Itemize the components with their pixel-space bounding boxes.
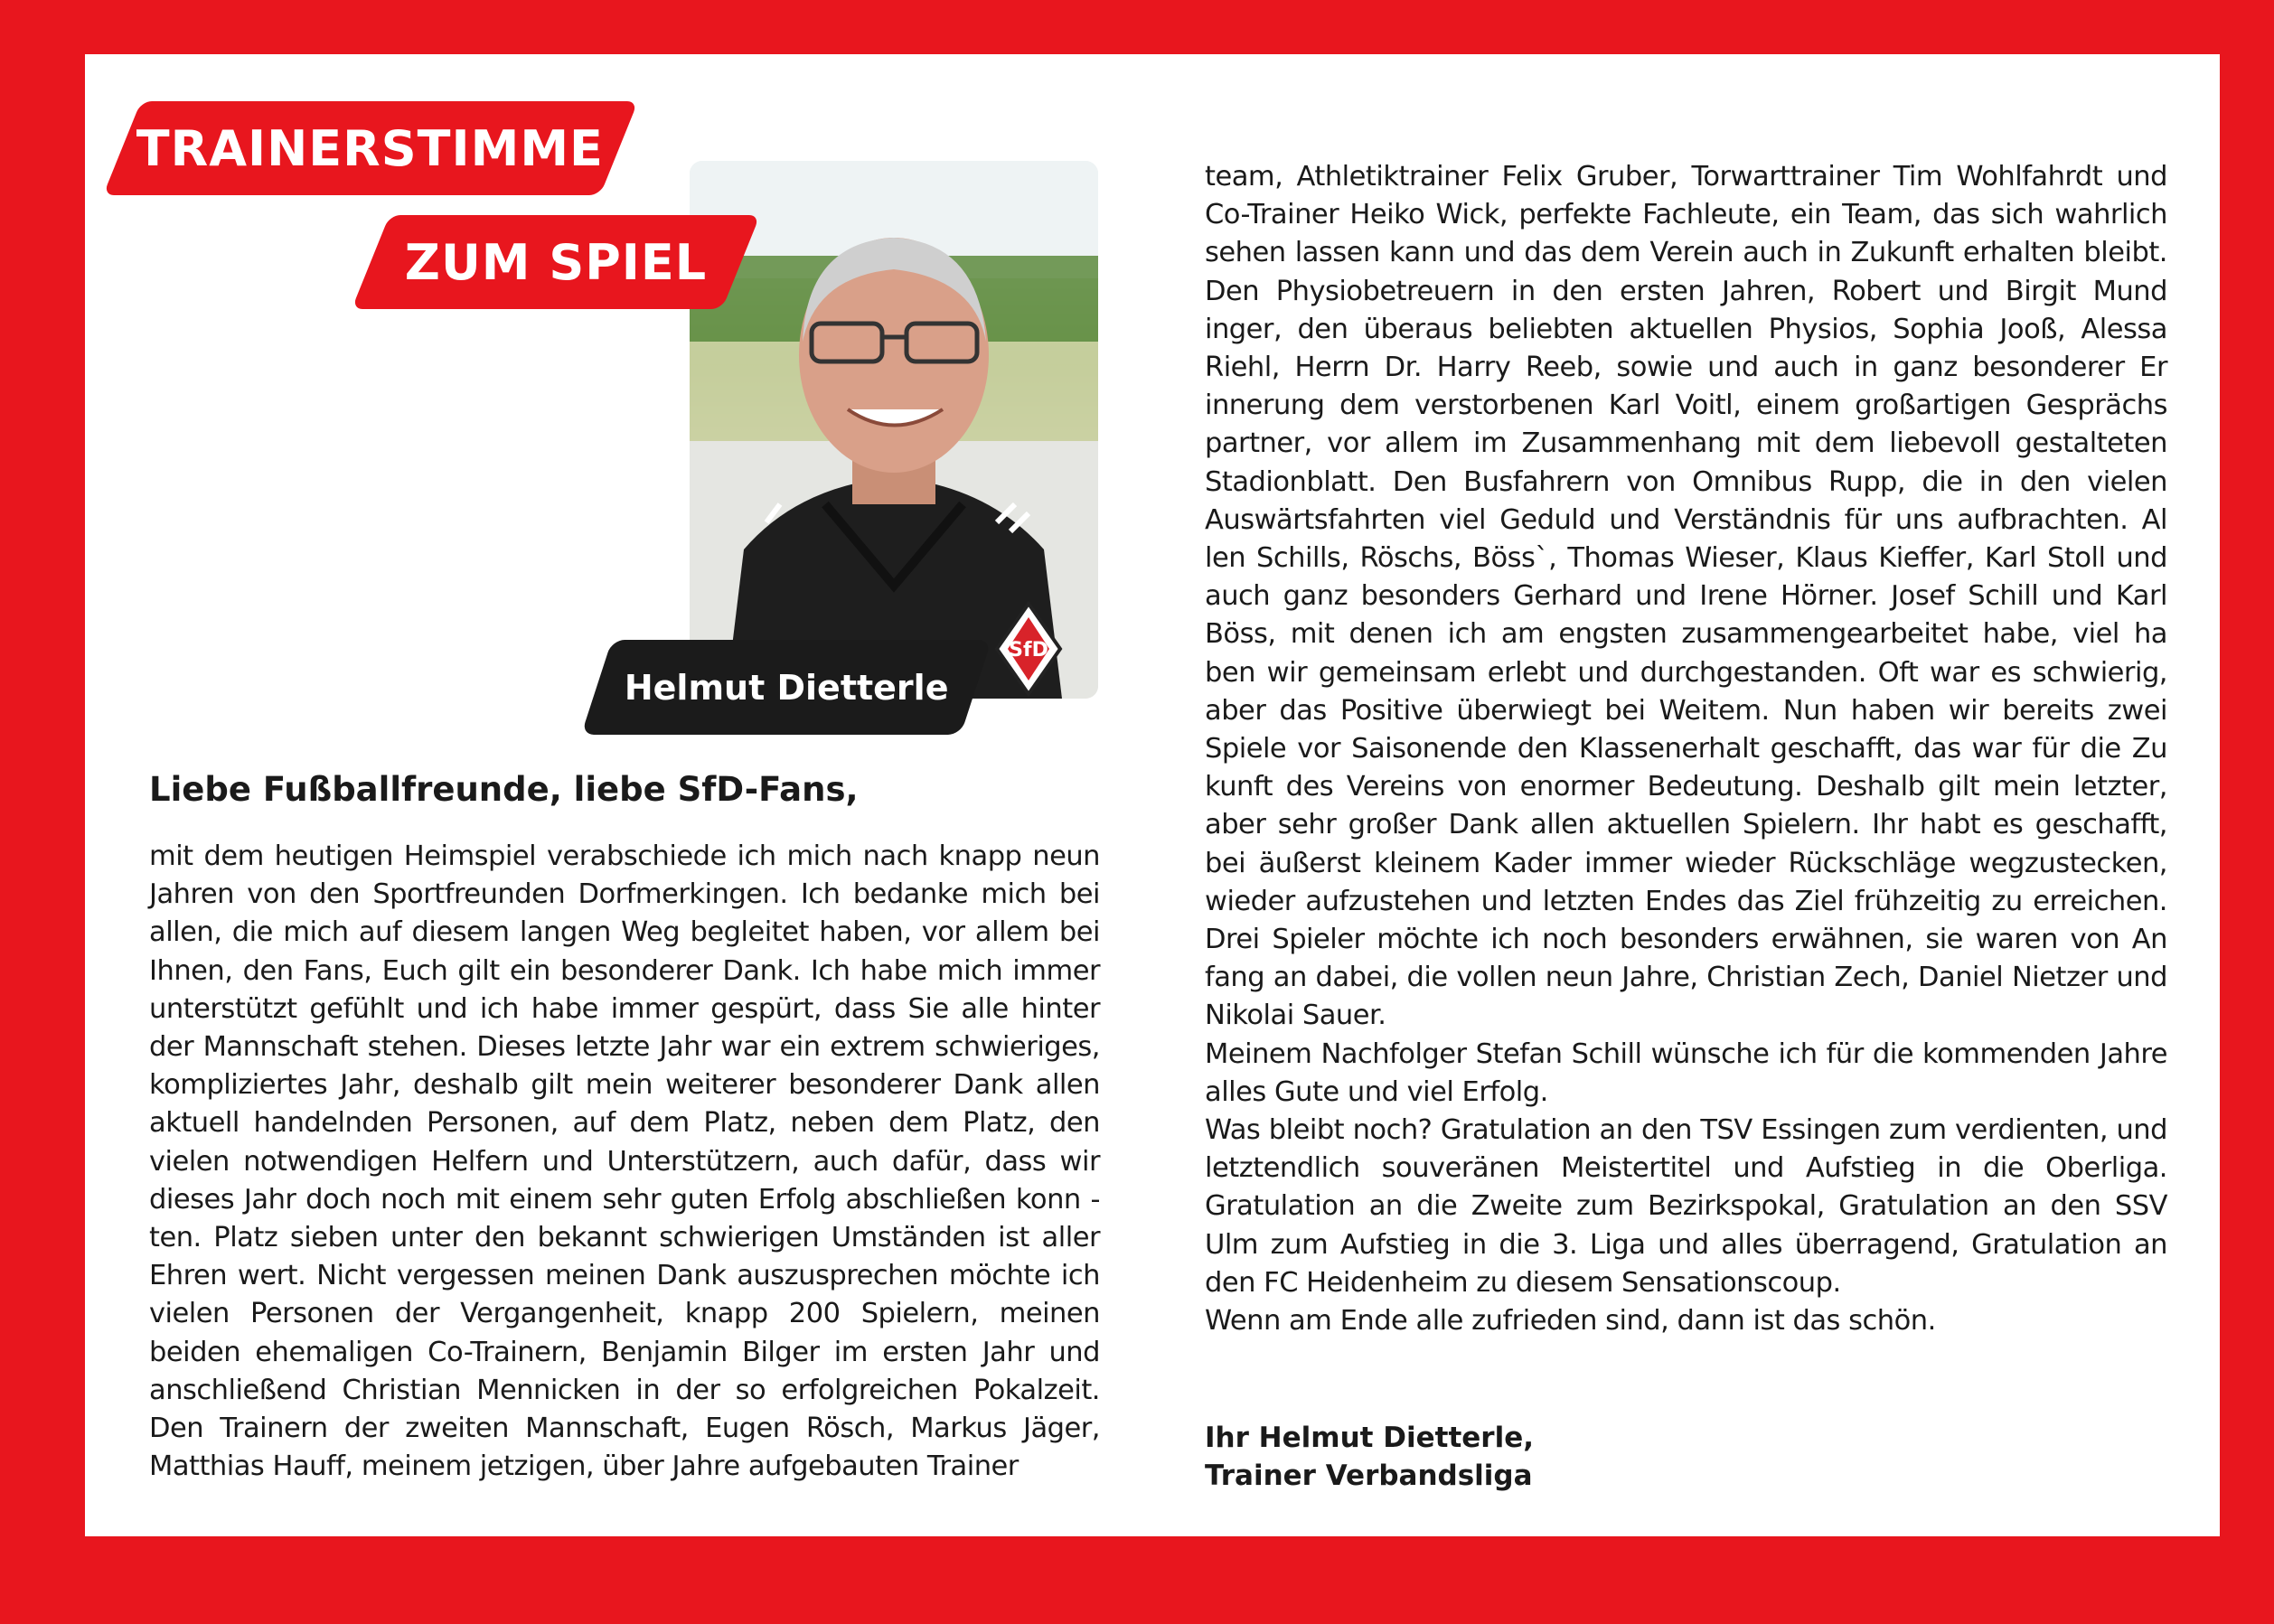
signature-name: Ihr Helmut Dietterle, [1205,1422,1535,1454]
paragraph: Meinem Nachfolger Stefan Schill wünsche ich für die kommenden Jahre alles Gute und viel Erfolg. [1205,1037,2167,1108]
greeting-heading: Liebe Fußballfreunde, liebe SfD-Fans, [149,770,859,809]
trainer-portrait-illustration [690,161,1098,699]
paragraph: Was bleibt noch? Gratulation an den TSV Essingen zum verdienten, und letztendlich souveränen Meistertitel und Aufstieg in die Oberliga. Gratulation an die Zweite zum Bezirkspokal, Gratulation an den SSV Ulm zum Aufstieg in die 3. Liga und alles überragend, Gratulation an den FC Heidenheim zu diesem Sensationscoup. [1205,1114,2167,1299]
banner-subtitle: ZUM SPIEL [404,233,708,291]
trainer-name: Helmut Dietterle [624,667,949,708]
signature [1205,1419,1534,1495]
paragraph: team, Athletiktrainer Felix Gruber, Torwarttrainer Tim Wohlfahrdt und Co-Trainer Heiko Wick, perfekte Fachleute, ein Team, das sich wahrlich sehen lassen kann und das dem Verein auch in Zukunft erhalten bleibt. Den Physiobetreuern in den ersten Jahren, Robert und Birgit Mund inger, den überaus beliebten aktuellen Physios, Sophia Jooß, Alessa Riehl, Herrn Dr. Harry Reeb, sowie und auch in ganz besonderer Er innerung dem verstorbenen Karl Voitl, einem großartigen Gesprächs partner, vor allem im Zusammenhang mit dem liebevoll gestalteten Stadionblatt. Den Busfahrern von Omnibus Rupp, die in den vielen Auswärtsfahrten viel Geduld und Verständnis für uns aufbrachten. Al len Schills, Röschs, Böss`, Thomas Wieser, Klaus Kieffer, Karl Stoll und auch ganz besonders Gerhard und Irene Hörner. Josef Schill und Karl Böss, mit denen ich am engsten zusammengearbeitet habe, viel ha ben wir gemeinsam erlebt und durchgestanden. Oft war es schwierig, aber das Positive überwiegt bei Weitem. Nun haben wir bereits zwei Spiele vor Saisonende den Klassenerhalt geschafft, das war für die Zu kunft des Vereins von enormer Bedeutung. Deshalb gilt mein letzter, aber sehr großer Dank allen aktuellen Spielern. Ihr habt es geschafft, bei äußerst kleinem Kader immer wieder Rückschläge wegzustecken, wieder aufzustehen und letzten Endes das Ziel frühzeitig zu erreichen. Drei Spieler möchte ich noch besonders erwähnen, sie waren von An fang an dabei, die vollen neun Jahre, Christian Zech, Daniel Nietzer und Nikolai Sauer. [1205,161,2167,1032]
badge-text: SfD [1009,639,1048,662]
paragraph: Wenn am Ende alle zufrieden sind, dann ist das schön. [1205,1305,1936,1338]
name-caption [581,640,991,735]
left-column-text [149,838,1100,1486]
banner-zum-spiel [352,215,760,309]
banner-trainerstimme [103,101,638,195]
signature-title: Trainer Verbandsliga [1205,1460,1533,1492]
right-column-text [1205,158,2167,1340]
paragraph: mit dem heutigen Heimspiel verabschiede ich mich nach knapp neun Jahren von den Sportfreunden Dorfmerkingen. Ich bedanke mich bei allen, die mich auf diesem langen Weg begleitet haben, vor allem bei Ihnen, den Fans, Euch gilt ein besonderer Dank. Ich habe mich immer unterstützt gefühlt und ich habe immer gespürt, dass Sie alle hinter der Mannschaft stehen. Dieses letzte Jahr war ein extrem schwieriges, kompliziertes Jahr, deshalb gilt mein weiterer besonderer Dank allen aktuell handelnden Personen, auf dem Platz, neben dem Platz, den vielen notwendigen Helfern und Unterstützern, auch dafür, dass wir dieses Jahr doch noch mit einem sehr guten Erfolg abschließen konn - ten. Platz sieben unter den bekannt schwierigen Umständen ist aller Ehren wert. Nicht vergessen meinen Dank auszusprechen möchte ich vielen Personen der Vergangenheit, knapp 200 Spielern, meinen beiden ehemaligen Co-Trainern, Benjamin Bilger im ersten Jahr und anschließend Christian Mennicken in der so erfolgreichen Pokalzeit. Den Trainern der zweiten Mannschaft, Eugen Rösch, Markus Jäger, Matthias Hauff, meinem jetzigen, über Jahre aufgebauten Trainer [149,840,1100,1483]
trainer-photo [690,161,1098,699]
banner-title: TRAINERSTIMME [136,119,605,177]
